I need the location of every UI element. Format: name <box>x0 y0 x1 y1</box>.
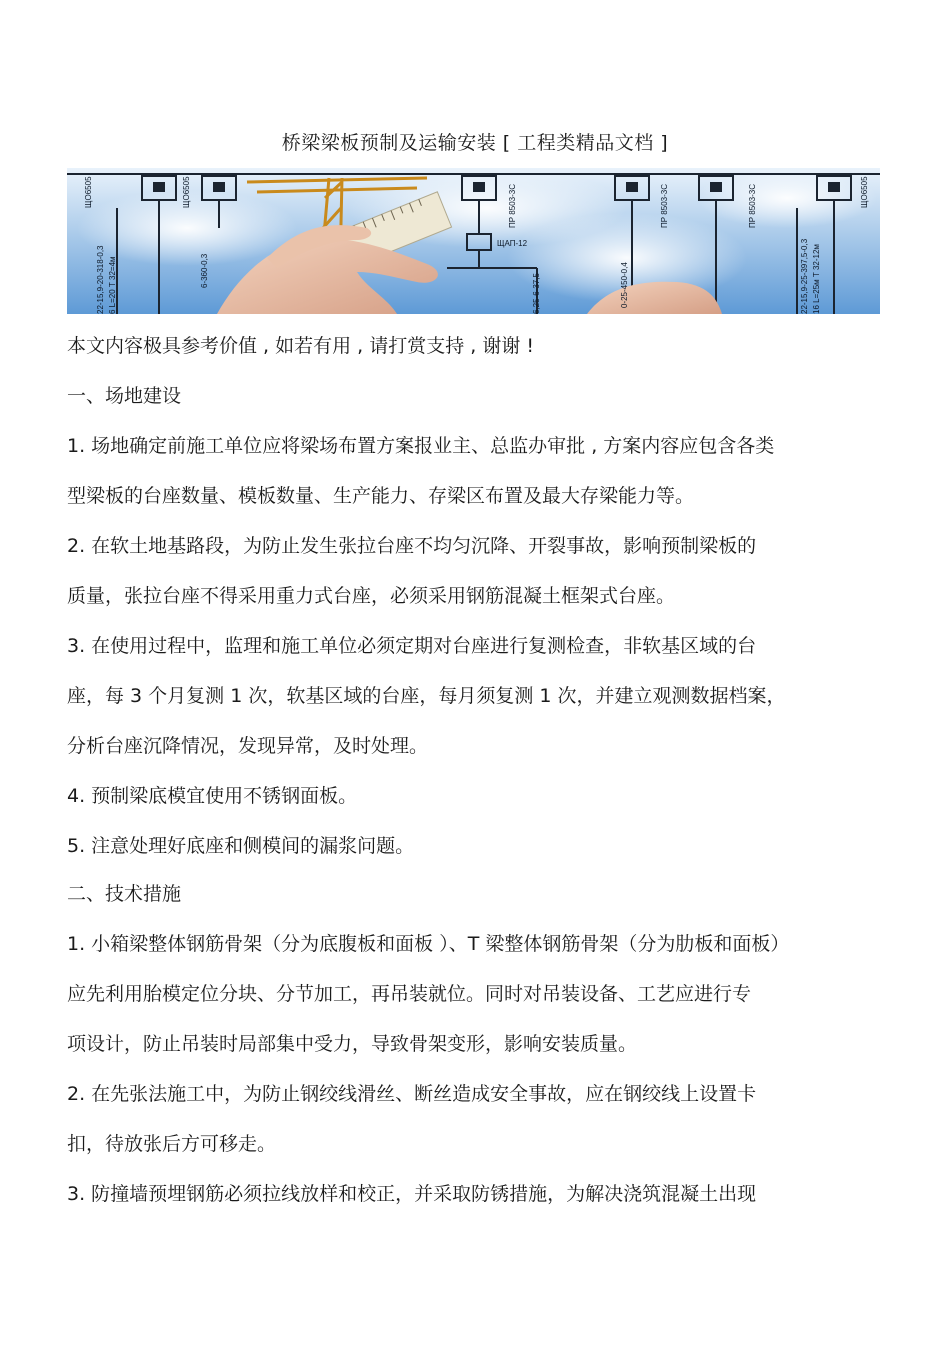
paragraph-line: 1. 场地确定前施工单位应将梁场布置方案报业主、总监办审批 , 方案内容应包含各类 <box>67 435 775 457</box>
paragraph-line: 3. 在使用过程中，监理和施工单位必须定期对台座进行复测检查，非软基区域的台 <box>67 635 757 657</box>
banner-label: ЩАП-12 <box>497 239 528 248</box>
banner-image <box>67 168 880 314</box>
banner-label: 6-360-0,3 <box>200 253 209 288</box>
document-title: 桥梁梁板预制及运输安装 [ 工程类精品文档 ] <box>281 132 669 154</box>
paragraph-line: 3. 防撞墙预埋钢筋必须拉线放样和校正，并采取防锈措施，为解决浇筑混凝土出现 <box>67 1183 757 1205</box>
banner-label: 16 L=25м Т 32-12м <box>812 244 821 314</box>
paragraph-line: 4. 预制梁底模宜使用不锈钢面板。 <box>67 785 358 807</box>
paragraph-line: 座，每 3 个月复测 1 次，软基区域的台座，每月须复测 1 次，并建立观测数据档案， <box>67 685 786 707</box>
banner-label: ПР 8503-3С <box>748 184 757 228</box>
paragraph-line: 扣，待放张后方可移走。 <box>67 1133 277 1155</box>
paragraph-line: 2. 在先张法施工中，为防止钢绞线滑丝、断丝造成安全事故，应在钢绞线上设置卡 <box>67 1083 757 1105</box>
paragraph-line: 1. 小箱梁整体钢筋骨架（分为底腹板和面板 ）、T 梁整体钢筋骨架（分为肋板和面板） <box>67 933 790 955</box>
paragraph-line: 分析台座沉降情况，发现异常，及时处理。 <box>67 735 429 757</box>
paragraph-line: 应先利用胎模定位分块、分节加工，再吊装就位。同时对吊装设备、工艺应进行专 <box>67 983 752 1005</box>
paragraph-line: 项设计，防止吊装时局部集中受力，导致骨架变形，影响安装质量。 <box>67 1033 638 1055</box>
banner-label: ЩО6505 <box>84 176 93 208</box>
section-heading: 一、场地建设 <box>67 385 182 407</box>
paragraph-line: 质量，张拉台座不得采用重力式台座，必须采用钢筋混凝土框架式台座。 <box>67 585 676 607</box>
paragraph-line: 2. 在软土地基路段，为防止发生张拉台座不均匀沉降、开裂事故，影响预制梁板的 <box>67 535 757 557</box>
banner-label: 0-25-450-0,4 <box>620 262 629 308</box>
paragraph-line: 5. 注意处理好底座和侧模间的漏浆问题。 <box>67 835 415 857</box>
intro-text: 本文内容极具参考价值 , 如若有用 , 请打赏支持 , 谢谢 ! <box>67 335 535 357</box>
banner-label: 22-15,9-25-397,5-0,3 <box>800 238 809 314</box>
banner-label: ПР 8503-3С <box>660 184 669 228</box>
banner-label: ЩО6505 <box>182 176 191 208</box>
section-heading: 二、技术措施 <box>67 883 182 905</box>
banner-label: 6 L=20 Т 32=4м <box>108 256 117 314</box>
banner-label: ПР 8503-3С <box>508 184 517 228</box>
banner-label: 6,25-6-37,5 <box>532 273 541 314</box>
banner-label: 22-15,9-20-318-0,3 <box>96 245 105 314</box>
banner-label: ЩО6505 <box>860 176 869 208</box>
paragraph-line: 型梁板的台座数量、模板数量、生产能力、存梁区布置及最大存梁能力等。 <box>67 485 695 507</box>
